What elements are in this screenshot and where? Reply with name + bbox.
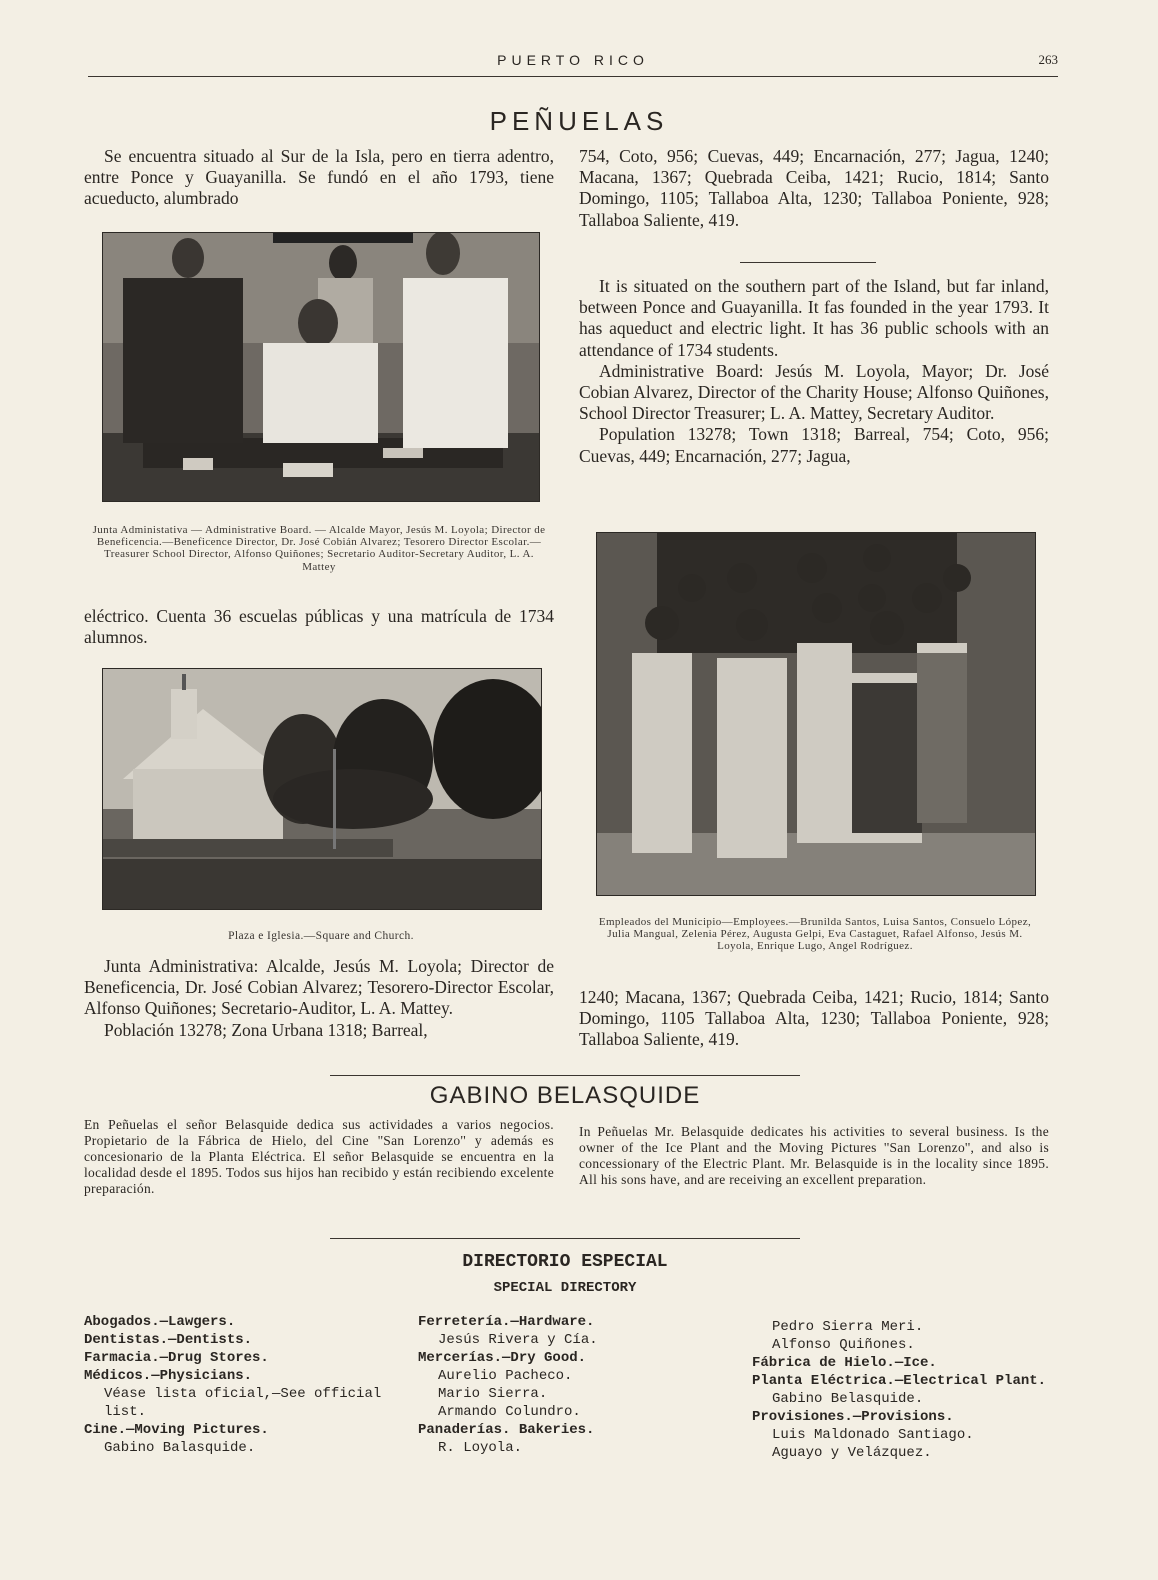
board-photo-image	[103, 233, 539, 501]
employees-image	[597, 533, 1035, 895]
running-title: PUERTO RICO	[497, 52, 649, 68]
directory-col-3	[752, 1318, 1072, 1462]
directory-entry: Mercerías.—Dry Good.	[418, 1350, 587, 1366]
directory-entry: Gabino Balasquide.	[104, 1440, 256, 1456]
employees-photo	[596, 532, 1036, 896]
english-population-cont: 1240; Macana, 1367; Quebrada Ceiba, 1421; Rucio, 1814; Santo Domingo, 1105 Tallaboa Alta, 1230; Tallaboa Poniente, 928; Tallaboa Saliente, 419.	[579, 987, 1049, 1050]
directory-entry: Aurelio Pacheco.	[438, 1368, 573, 1384]
directory-entry: Provisiones.—Provisions.	[752, 1409, 954, 1425]
directory-entry: Jesús Rivera y Cía.	[438, 1332, 598, 1348]
gabino-english: In Peñuelas Mr. Belasquide dedicates his activities to several business. Is the owner of the Ice Plant and the Moving Pictures ''San Lorenzo'', and also is concessionary of the Electric Plant. Mr. Belasquide is in the locality since 1895. All his sons have, and are receiving an excellent preparation.	[579, 1124, 1049, 1187]
directory-entry: Médicos.—Physicians.	[84, 1368, 253, 1384]
directory-entry: Abogados.—Lawgers.	[84, 1314, 236, 1330]
directory-entry: Armando Colundro.	[438, 1404, 581, 1420]
directory-subheading: SPECIAL DIRECTORY	[493, 1280, 637, 1296]
gabino-top-rule	[330, 1075, 800, 1076]
spanish-intro-cont: eléctrico. Cuenta 36 escuelas públicas y una matrícula de 1734 alumnos.	[84, 606, 554, 648]
directory-entry: Farmacia.—Drug Stores.	[84, 1350, 269, 1366]
page-number: 263	[1038, 52, 1058, 67]
spanish-board: Junta Administrativa: Alcalde, Jesús M. Loyola; Director de Beneficencia, Dr. José Cobian Alvarez; Tesorero-Director Escolar, Alfonso Quiñones; Secretario-Auditor, L. A. Mattey. Población 13278; Zona Urbana 1318; Barreal,	[84, 956, 554, 1040]
board-photo-caption: Junta Administativa — Administrative Board. — Alcalde Mayor, Jesús M. Loyola; Director de Beneficencia.—Beneficence Director, Dr. José Cobián Alvarez; Tesorero Director Escolar.—Treasurer School Director, Alfonso Quiñones; Secretario Auditor-Secretary Auditor, L. A. Mattey	[92, 524, 546, 573]
plaza-photo-caption: Plaza e Iglesia.—Square and Church.	[228, 930, 414, 942]
directory-entry: Véase lista oficial,—See official list.	[104, 1386, 382, 1420]
right-population-cont: 754, Coto, 956; Cuevas, 449; Encarnación, 277; Jagua, 1240; Macana, 1367; Quebrada Ceiba, 1421; Rucio, 1814; Santo Domingo, 1105; Tallaboa Alta, 1230; Tallaboa Poniente, 928; Tallaboa Saliente, 419.	[579, 146, 1049, 230]
running-header	[88, 50, 1058, 77]
directory-entry: Planta Eléctrica.—Electrical Plant.	[752, 1373, 1047, 1389]
plaza-church-image	[103, 669, 541, 909]
english-text: It is situated on the southern part of the Island, but far inland, between Ponce and Guayanilla. It fas founded in the year 1793. It has aqueduct and electric light. It has 36 public schools with an attendance of 1734 students. Administrative Board: Jesús M. Loyola, Mayor; Dr. José Cobian Alvarez, Director of the Charity House; Alfonso Quiñones, School Director Treasurer; L. A. Mattey, Secretary Auditor. Population 13278; Town 1318; Barreal, 754; Coto, 956; Cuevas, 449; Encarnación, 277; Jagua,	[579, 276, 1049, 466]
directory-entry: R. Loyola.	[438, 1440, 523, 1456]
directory-entry: Gabino Belasquide.	[772, 1391, 924, 1407]
spanish-intro: Se encuentra situado al Sur de la Isla, pero en tierra adentro, entre Ponce y Guayanilla. Se fundó en el año 1793, tiene acueducto, alumbrado	[84, 146, 554, 209]
directory-heading: DIRECTORIO ESPECIAL	[462, 1252, 668, 1272]
board-photo	[102, 232, 540, 502]
directory-entry: Cine.—Moving Pictures.	[84, 1422, 269, 1438]
gabino-heading: GABINO BELASQUIDE	[429, 1082, 701, 1109]
directory-entry: Alfonso Quiñones.	[772, 1337, 915, 1353]
gabino-spanish: En Peñuelas el señor Belasquide dedica sus actividades a varios negocios. Propietario de la Fábrica de Hielo, del Cine ''San Lorenzo'' y además es concesionario de la Planta Eléctrica. El señor Belasquide se encuentra en la localidad desde el 1895. Todos sus hijos han recibido y están recibiendo excelente preparación.	[84, 1117, 554, 1196]
directory-entry: Mario Sierra.	[438, 1386, 548, 1402]
page-title: PEÑUELAS	[489, 106, 669, 136]
plaza-church-photo	[102, 668, 542, 910]
directory-entry: Ferretería.—Hardware.	[418, 1314, 595, 1330]
directory-entry: Aguayo y Velázquez.	[772, 1445, 932, 1461]
directory-entry: Panaderías. Bakeries.	[418, 1422, 595, 1438]
employees-photo-caption: Empleados del Municipio—Employees.—Brunilda Santos, Luisa Santos, Consuelo López, Julia Mangual, Zelenia Pérez, Augusta Gelpi, Eva Castaguet, Rafael Alfonso, Jesús M. Loyola, Enrique Lugo, Angel Rodríguez.	[598, 916, 1032, 953]
directory-top-rule	[330, 1238, 800, 1239]
directory-entry: Luis Maldonado Santiago.	[772, 1427, 974, 1443]
section-divider	[740, 262, 876, 263]
directory-entry: Fábrica de Hielo.—Ice.	[752, 1355, 937, 1371]
directory-col-1	[84, 1313, 394, 1457]
directory-entry: Dentistas.—Dentists.	[84, 1332, 253, 1348]
directory-entry: Pedro Sierra Meri.	[772, 1319, 924, 1335]
directory-col-2	[418, 1313, 718, 1457]
